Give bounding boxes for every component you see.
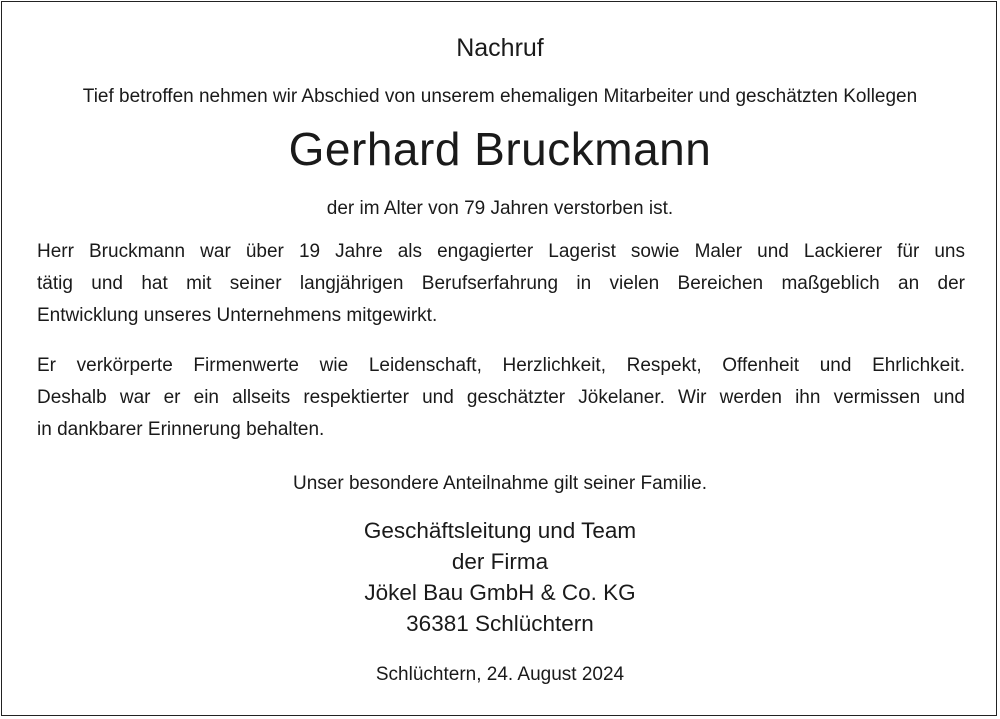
signature-block — [0, 515, 1000, 639]
signature-line: Geschäftsleitung und Team — [363, 518, 637, 543]
signature-line: Jökel Bau GmbH & Co. KG — [364, 580, 636, 605]
condolence-text: Unser besondere Anteilnahme gilt seiner Familie. — [293, 473, 707, 494]
signature-line: 36381 Schlüchtern — [406, 611, 594, 636]
age-text: der im Alter von 79 Jahren verstorben ist. — [326, 198, 674, 219]
signature-line: der Firma — [451, 549, 549, 574]
paragraph-line: Deshalb war er ein allseits respektierter und geschätzter Jökelaner. Wir werden ihn vermissen und — [37, 387, 965, 408]
paragraph-line: in dankbarer Erinnerung behalten. — [37, 419, 325, 440]
paragraph-line: Er verkörperte Firmenwerte wie Leidenschaft, Herzlichkeit, Respekt, Offenheit und Ehrlichkeit. — [37, 355, 965, 376]
paragraph-tenure — [37, 236, 965, 332]
place-date: Schlüchtern, 24. August 2024 — [375, 664, 625, 685]
intro-text: Tief betroffen nehmen wir Abschied von unserem ehemaligen Mitarbeiter und geschätzten Kollegen — [82, 86, 918, 107]
deceased-name: Gerhard Bruckmann — [288, 123, 712, 175]
notice-heading: Nachruf — [456, 34, 544, 62]
paragraph-line: tätig und hat mit seiner langjährigen Berufserfahrung in vielen Bereichen maßgeblich an der — [37, 273, 965, 294]
paragraph-line: Entwicklung unseres Unternehmens mitgewirkt. — [37, 305, 438, 326]
paragraph-values — [37, 350, 965, 446]
paragraph-line: Herr Bruckmann war über 19 Jahre als engagierter Lagerist sowie Maler und Lackierer für uns — [37, 241, 965, 262]
